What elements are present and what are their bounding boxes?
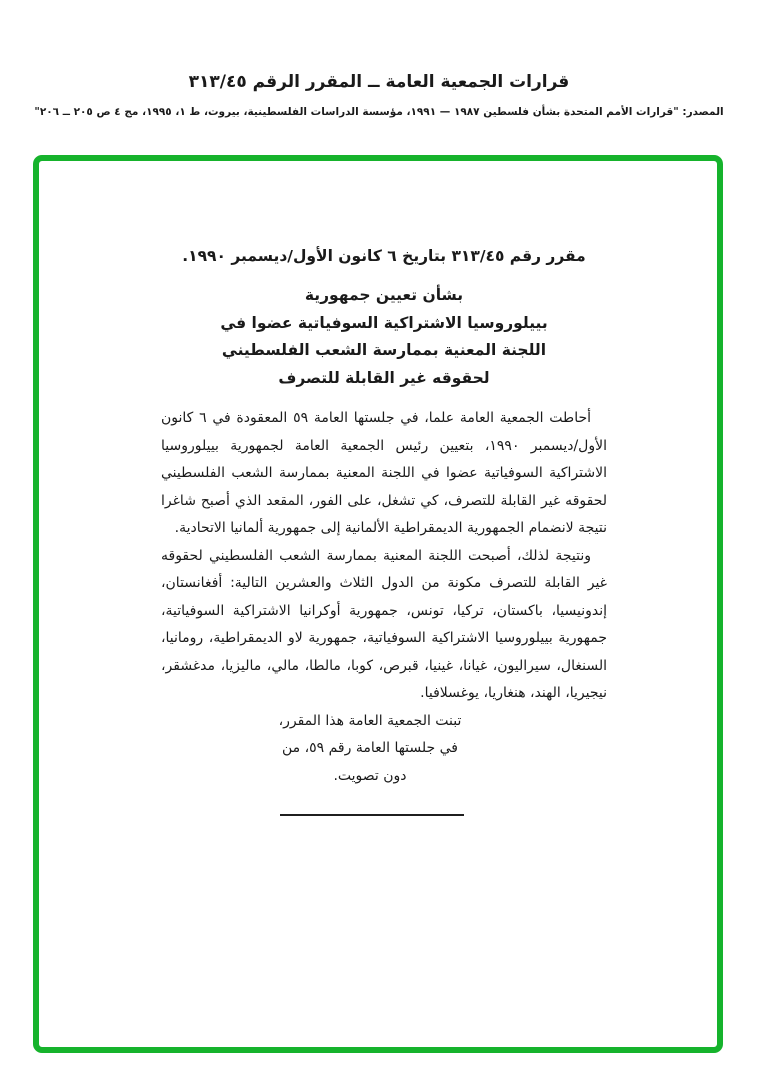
decision-subject	[161, 282, 607, 392]
decision-subject-line: بشأن تعيين جمهورية	[304, 286, 464, 304]
adoption-note	[147, 708, 593, 791]
source-citation: المصدر: "قرارات الأمم المتحدة بشأن فلسطين ١٩٨٧ — ١٩٩١، مؤسسة الدراسات الفلسطينية، بيروت، ط ١، ١٩٩٥، مج ٤ ص ٢٠٥ ــ ٢٠٦"	[34, 106, 724, 118]
page-title: قرارات الجمعية العامة ــ المقرر الرقم ٣١٣/٤٥	[188, 72, 570, 92]
adoption-note-line: دون تصويت.	[333, 767, 407, 784]
body-paragraph-1: أحاطت الجمعية العامة علما، في جلستها العامة ٥٩ المعقودة في ٦ كانون الأول/ديسمبر ١٩٩٠، بتعيين رئيس الجمعية العامة لجمهورية بييلوروسيا الاشتراكية السوفياتية عضوا في اللجنة المعنية بممارسة الشعب الفلسطيني لحقوقه غير القابلة للتصرف، كي تشغل، على الفور، المقعد الذي أصبح شاغرا نتيجة لانضمام الجمهورية الديمقراطية الألمانية إلى جمهورية ألمانيا الاتحادية.	[161, 410, 607, 536]
decision-subject-line: اللجنة المعنية بممارسة الشعب الفلسطيني	[221, 341, 547, 359]
end-divider	[280, 814, 464, 816]
decision-subject-line: بييلوروسيا الاشتراكية السوفياتية عضوا في	[220, 313, 548, 332]
adoption-note-line: في جلستها العامة رقم ٥٩، من	[281, 740, 458, 756]
decision-subject-line: لحقوقه غير القابلة للتصرف	[278, 368, 490, 387]
decision-heading: مقرر رقم ٣١٣/٤٥ بتاريخ ٦ كانون الأول/ديسمبر ١٩٩٠.	[182, 247, 586, 265]
body-paragraph-2: ونتيجة لذلك، أصبحت اللجنة المعنية بممارسة الشعب الفلسطيني لحقوقه غير القابلة للتصرف مكونة من الدول الثلاث والعشرين التالية: أفغانستان، إندونيسيا، باكستان، تركيا، تونس، جمهورية أوكرانيا الاشتراكية السوفياتية، جمهورية بييلوروسيا الاشتراكية السوفياتية، جمهورية لاو الديمقراطية، رومانيا، السنغال، سيراليون، غيانا، غينيا، قبرص، كوبا، مالطا، مالي، ماليزيا، مدغشقر، نيجيريا، الهند، هنغاريا، يوغسلافيا.	[161, 547, 607, 701]
adoption-note-line: تبنت الجمعية العامة هذا المقرر،	[278, 712, 462, 729]
document-page	[39, 161, 717, 1047]
highlight-frame	[33, 155, 723, 1053]
